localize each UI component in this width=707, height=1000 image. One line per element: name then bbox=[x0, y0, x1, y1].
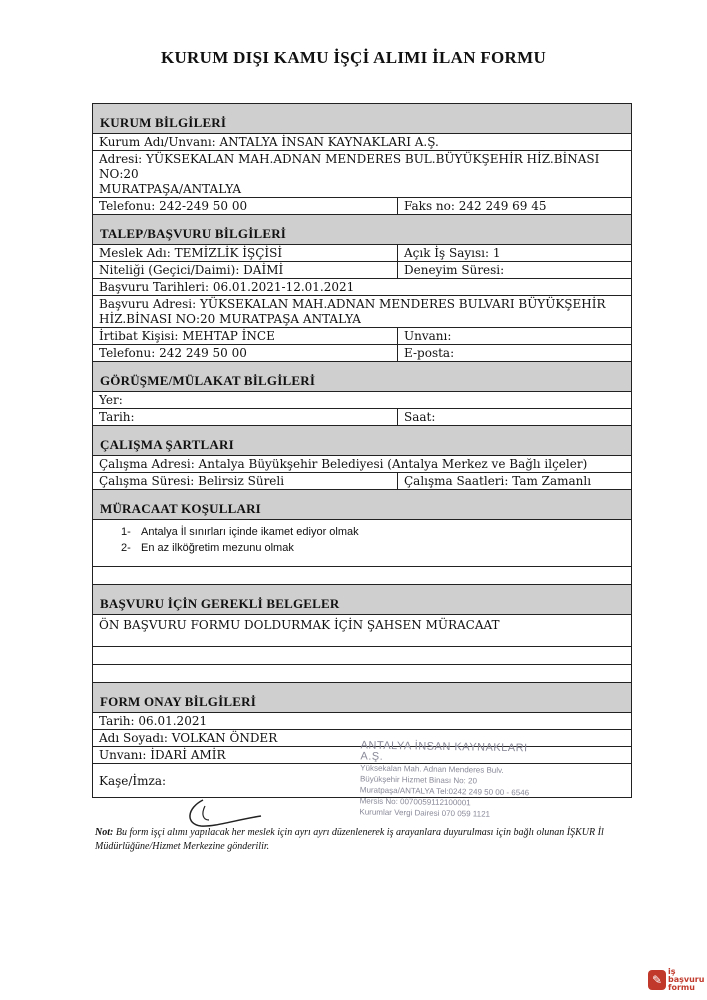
kurum-adres bbox=[93, 151, 631, 197]
basvuru-adresi-line2: HİZ.BİNASI NO:20 MURATPAŞA ANTALYA bbox=[99, 312, 361, 326]
meslek-adi: Meslek Adı: TEMİZLİK İŞÇİSİ bbox=[93, 245, 398, 261]
note-text: Bu form işçi alımı yapılacak her meslek için ayrı ayrı düzenlenerek iş arayanlara duyurulması için bağlı olunan İŞKUR İl Müdürlüğüne/Hizmet Merkezine gönderilir. bbox=[95, 827, 604, 852]
talep-telefon: Telefonu: 242 249 50 00 bbox=[93, 345, 398, 361]
blank-row bbox=[93, 665, 631, 682]
irtibat-unvani: Unvanı: bbox=[404, 329, 452, 343]
kurum-adi: Kurum Adı/Unvanı: ANTALYA İNSAN KAYNAKLARI A.Ş. bbox=[99, 135, 439, 149]
stamp-line: Mersis No: 0070059112100001 bbox=[359, 796, 471, 808]
list-item bbox=[121, 524, 631, 540]
kurum-faks: Faks no: 242 249 69 45 bbox=[404, 199, 547, 213]
acik-is-sayisi: Açık İş Sayısı: 1 bbox=[404, 246, 501, 260]
section-kurum-heading: KURUM BİLGİLERİ bbox=[93, 104, 631, 134]
kurum-adres-line1: Adresi: YÜKSEKALAN MAH.ADNAN MENDERES BUL.BÜYÜKŞEHİR HİZ.BİNASI NO:20 bbox=[99, 152, 600, 181]
footer-note bbox=[95, 826, 640, 854]
logo-icon: ✎ bbox=[648, 970, 666, 990]
section-talep-heading: TALEP/BAŞVURU BİLGİLERİ bbox=[93, 215, 631, 245]
calisma-adresi: Çalışma Adresi: Antalya Büyükşehir Belediyesi (Antalya Merkez ve Bağlı ilçeler) bbox=[99, 457, 588, 471]
list-item bbox=[121, 540, 631, 556]
section-calisma-heading: ÇALIŞMA ŞARTLARI bbox=[93, 426, 631, 456]
basvuru-adresi-line1: Başvuru Adresi: YÜKSEKALAN MAH.ADNAN MENDERES BULVARI BÜYÜKŞEHİR bbox=[99, 297, 606, 311]
blank-row bbox=[93, 567, 631, 584]
onay-tarih: Tarih: 06.01.2021 bbox=[99, 714, 208, 728]
form-table bbox=[92, 103, 632, 798]
company-stamp bbox=[359, 740, 540, 820]
section-muracaat-heading: MÜRACAAT KOŞULLARI bbox=[93, 490, 631, 520]
niteligi: Niteliği (Geçici/Daimi): DAİMİ bbox=[93, 262, 398, 278]
kurum-telefon: Telefonu: 242-249 50 00 bbox=[93, 198, 398, 214]
stamp-line: ANTALYA İNSAN KAYNAKLARI A.Ş. bbox=[360, 739, 528, 763]
gorusme-saat: Saat: bbox=[404, 410, 436, 424]
list-item-text: Antalya İl sınırları içinde ikamet ediyor olmak bbox=[141, 526, 359, 538]
stamp-line: Yüksekalan Mah. Adnan Menderes Bulv. bbox=[360, 763, 504, 775]
logo-text: formu bbox=[668, 983, 695, 992]
calisma-suresi: Çalışma Süresi: Belirsiz Süreli bbox=[93, 473, 398, 489]
section-gorusme-heading: GÖRÜŞME/MÜLAKAT BİLGİLERİ bbox=[93, 362, 631, 392]
list-item-number: 2- bbox=[121, 542, 131, 554]
blank-row bbox=[93, 647, 631, 664]
deneyim-suresi: Deneyim Süresi: bbox=[404, 263, 505, 277]
stamp-line: Muratpaşa/ANTALYA Tel:0242 249 50 00 - 6546 bbox=[359, 785, 530, 798]
list-item-number: 1- bbox=[121, 526, 131, 538]
logo-text: iş bbox=[668, 967, 676, 976]
basvuru-tarihleri: Başvuru Tarihleri: 06.01.2021-12.01.2021 bbox=[99, 280, 355, 294]
talep-eposta: E-posta: bbox=[404, 346, 455, 360]
stamp-line: Kurumlar Vergi Dairesi 070 059 1121 bbox=[359, 807, 491, 819]
section-belgeler-heading: BAŞVURU İÇİN GEREKLİ BELGELER bbox=[93, 585, 631, 615]
stamp-line: Büyükşehir Hizmet Binası No: 20 bbox=[359, 774, 478, 786]
section-onay-heading: FORM ONAY BİLGİLERİ bbox=[93, 683, 631, 713]
site-logo bbox=[648, 966, 703, 996]
gorusme-tarih: Tarih: bbox=[93, 409, 398, 425]
note-label: Not: bbox=[95, 827, 114, 838]
form-title: KURUM DIŞI KAMU İŞÇİ ALIMI İLAN FORMU bbox=[160, 48, 547, 67]
onay-adsoyad: Adı Soyadı: VOLKAN ÖNDER bbox=[99, 731, 278, 745]
logo-text: başvuru bbox=[668, 975, 705, 984]
kurum-adres-line2: MURATPAŞA/ANTALYA bbox=[99, 182, 242, 196]
onay-kase: Kaşe/İmza: bbox=[99, 774, 167, 788]
gorusme-yer: Yer: bbox=[99, 393, 123, 407]
muracaat-list bbox=[93, 520, 631, 566]
calisma-saatleri: Çalışma Saatleri: Tam Zamanlı bbox=[404, 474, 592, 488]
irtibat-kisisi: İrtibat Kişisi: MEHTAP İNCE bbox=[93, 328, 398, 344]
list-item-text: En az ilköğretim mezunu olmak bbox=[141, 542, 294, 554]
onay-unvan: Unvanı: İDARİ AMİR bbox=[99, 748, 226, 762]
basvuru-adresi bbox=[93, 296, 631, 327]
belgeler-text: ÖN BAŞVURU FORMU DOLDURMAK İÇİN ŞAHSEN MÜRACAAT bbox=[99, 618, 500, 632]
